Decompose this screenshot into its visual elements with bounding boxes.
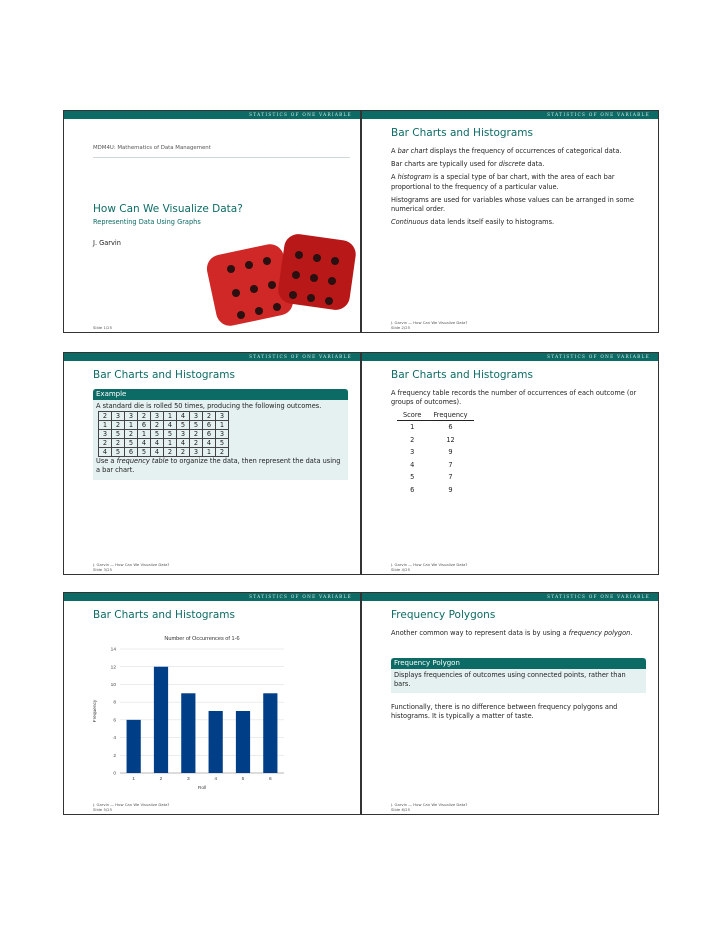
slide-header: STATISTICS OF ONE VARIABLE bbox=[64, 593, 360, 601]
roll-cell: 5 bbox=[190, 421, 203, 430]
roll-cell: 4 bbox=[203, 439, 216, 448]
x-tick-label: 5 bbox=[241, 777, 245, 782]
divider bbox=[93, 157, 350, 158]
slide-header: STATISTICS OF ONE VARIABLE bbox=[64, 111, 360, 119]
paragraph: Histograms are used for variables whose values can be arranged in some numerical order. bbox=[391, 195, 634, 214]
score-cell: 4 bbox=[410, 460, 415, 469]
frequency-cell: 12 bbox=[446, 435, 455, 444]
bar-5 bbox=[236, 711, 250, 773]
y-tick-label: 14 bbox=[110, 647, 116, 653]
bar-3 bbox=[181, 693, 195, 773]
roll-cell: 1 bbox=[164, 439, 177, 448]
score-cell: 2 bbox=[410, 435, 415, 444]
roll-cell: 2 bbox=[216, 448, 229, 457]
slide-footer bbox=[391, 802, 467, 812]
roll-cell: 4 bbox=[151, 448, 164, 457]
y-axis-label: Frequency bbox=[93, 699, 98, 723]
roll-cell: 2 bbox=[190, 439, 203, 448]
roll-cell: 2 bbox=[125, 430, 138, 439]
slide-body bbox=[391, 629, 648, 642]
slide-body-2 bbox=[391, 703, 648, 725]
paragraph: Functionally, there is no difference between frequency polygons and histograms. It is typically a matter of taste. bbox=[391, 703, 618, 721]
bar-6 bbox=[263, 693, 277, 773]
column-header-frequency: Frequency bbox=[427, 411, 473, 421]
roll-cell: 3 bbox=[190, 448, 203, 457]
rolls-row bbox=[99, 412, 229, 421]
roll-cell: 6 bbox=[203, 421, 216, 430]
frequency-cell: 9 bbox=[448, 448, 453, 457]
slide-number: Slide 5/25 bbox=[93, 807, 112, 812]
rolls-row bbox=[99, 430, 229, 439]
paragraph: A frequency table records the number of occurrences of each outcome (or groups of outcomes). bbox=[391, 389, 637, 407]
slide-number: Slide 6/25 bbox=[391, 807, 410, 812]
course-name: MDM4U: Mathematics of Data Management bbox=[93, 145, 211, 151]
slide-footer bbox=[391, 320, 467, 330]
paragraph: Continuous data lends itself easily to histograms. bbox=[391, 218, 555, 227]
roll-cell: 4 bbox=[138, 439, 151, 448]
roll-cell: 5 bbox=[138, 448, 151, 457]
bar-2 bbox=[154, 667, 168, 773]
slide-header: STATISTICS OF ONE VARIABLE bbox=[64, 353, 360, 361]
roll-cell: 3 bbox=[99, 430, 112, 439]
roll-cell: 3 bbox=[177, 430, 190, 439]
dice-image bbox=[199, 231, 361, 333]
table-row bbox=[397, 471, 474, 484]
block-body bbox=[93, 400, 348, 480]
roll-cell: 5 bbox=[177, 421, 190, 430]
roll-cell: 2 bbox=[151, 421, 164, 430]
frequency-cell: 7 bbox=[448, 473, 453, 482]
table-row bbox=[397, 434, 474, 447]
roll-cell: 2 bbox=[112, 439, 125, 448]
table-row bbox=[397, 484, 474, 497]
rolls-table bbox=[98, 411, 229, 457]
roll-cell: 1 bbox=[203, 448, 216, 457]
slide-4 bbox=[361, 352, 659, 575]
score-cell: 1 bbox=[410, 423, 415, 432]
roll-cell: 2 bbox=[190, 430, 203, 439]
table-row bbox=[397, 459, 474, 472]
slide-body bbox=[391, 147, 648, 231]
example-outro: Use a frequency table to organize the data, then represent the data using a bar chart. bbox=[96, 457, 341, 475]
roll-cell: 1 bbox=[125, 421, 138, 430]
roll-cell: 3 bbox=[151, 412, 164, 421]
slide-header: STATISTICS OF ONE VARIABLE bbox=[362, 593, 658, 601]
roll-cell: 5 bbox=[112, 448, 125, 457]
table-row bbox=[397, 446, 474, 459]
slide-footer bbox=[93, 802, 169, 812]
slide-title: Frequency Polygons bbox=[391, 609, 496, 621]
footer-line: J. Garvin — How Can We Visualize Data? bbox=[391, 320, 468, 325]
roll-cell: 2 bbox=[99, 412, 112, 421]
roll-cell: 5 bbox=[112, 430, 125, 439]
roll-cell: 5 bbox=[125, 439, 138, 448]
bar-chart bbox=[84, 631, 294, 799]
roll-cell: 1 bbox=[164, 412, 177, 421]
slide-3 bbox=[63, 352, 361, 575]
roll-cell: 6 bbox=[203, 430, 216, 439]
roll-cell: 1 bbox=[99, 421, 112, 430]
definition-block bbox=[391, 658, 646, 693]
rolls-row bbox=[99, 421, 229, 430]
block-body: Displays frequencies of outcomes using connected points, rather than bars. bbox=[394, 671, 626, 689]
frequency-cell: 7 bbox=[448, 460, 453, 469]
y-tick-label: 2 bbox=[113, 753, 116, 759]
roll-cell: 2 bbox=[177, 448, 190, 457]
roll-cell: 4 bbox=[151, 439, 164, 448]
y-tick-label: 12 bbox=[110, 665, 116, 671]
x-tick-label: 3 bbox=[186, 777, 190, 782]
slide-5 bbox=[63, 592, 361, 815]
footer-line: J. Garvin — How Can We Visualize Data? bbox=[391, 562, 468, 567]
roll-cell: 5 bbox=[164, 430, 177, 439]
frequency-cell: 6 bbox=[448, 423, 453, 432]
roll-cell: 3 bbox=[125, 412, 138, 421]
y-tick-label: 8 bbox=[113, 700, 116, 706]
rolls-row bbox=[99, 439, 229, 448]
footer-line: J. Garvin — How Can We Visualize Data? bbox=[93, 802, 170, 807]
slide-1 bbox=[63, 110, 361, 333]
score-cell: 6 bbox=[410, 485, 415, 494]
chart-title: Number of Occurrences of 1-6 bbox=[164, 636, 240, 642]
example-intro: A standard die is rolled 50 times, producing the following outcomes. bbox=[96, 402, 322, 410]
bar-1 bbox=[127, 720, 141, 773]
presentation-title: How Can We Visualize Data? bbox=[93, 203, 243, 215]
paragraph: A bar chart displays the frequency of occurrences of categorical data. bbox=[391, 147, 622, 155]
slide-6 bbox=[361, 592, 659, 815]
roll-cell: 4 bbox=[177, 412, 190, 421]
slide-title: Bar Charts and Histograms bbox=[93, 369, 235, 381]
y-tick-label: 4 bbox=[113, 736, 116, 742]
slide-footer bbox=[93, 562, 169, 572]
paragraph: Another common way to represent data is by using a frequency polygon. bbox=[391, 629, 633, 637]
roll-cell: 4 bbox=[99, 448, 112, 457]
footer-line: J. Garvin — How Can We Visualize Data? bbox=[391, 802, 468, 807]
block-title: Example bbox=[93, 389, 348, 400]
x-tick-label: 4 bbox=[214, 777, 218, 782]
slide-footer bbox=[93, 325, 112, 330]
slide-title: Bar Charts and Histograms bbox=[93, 609, 235, 621]
score-cell: 5 bbox=[410, 473, 415, 482]
roll-cell: 5 bbox=[151, 430, 164, 439]
y-tick-label: 0 bbox=[113, 771, 116, 777]
block-title: Frequency Polygon bbox=[391, 658, 646, 669]
roll-cell: 2 bbox=[164, 448, 177, 457]
presentation-subtitle: Representing Data Using Graphs bbox=[93, 218, 201, 226]
roll-cell: 3 bbox=[216, 412, 229, 421]
slide-number: Slide 2/25 bbox=[391, 325, 410, 330]
paragraph: A histogram is a special type of bar chart, with the area of each bar proportional to the frequency of a particular value. bbox=[391, 173, 615, 191]
slide-title: Bar Charts and Histograms bbox=[391, 127, 533, 139]
roll-cell: 4 bbox=[164, 421, 177, 430]
slide-2 bbox=[361, 110, 659, 333]
roll-cell: 1 bbox=[216, 421, 229, 430]
footer-line: J. Garvin — How Can We Visualize Data? bbox=[93, 562, 170, 567]
bar-4 bbox=[209, 711, 223, 773]
score-cell: 3 bbox=[410, 448, 415, 457]
roll-cell: 2 bbox=[138, 412, 151, 421]
slide-title: Bar Charts and Histograms bbox=[391, 369, 533, 381]
roll-cell: 4 bbox=[177, 439, 190, 448]
roll-cell: 3 bbox=[216, 430, 229, 439]
roll-cell: 2 bbox=[112, 421, 125, 430]
slide-header: STATISTICS OF ONE VARIABLE bbox=[362, 353, 658, 361]
column-header-score: Score bbox=[397, 411, 427, 421]
x-tick-label: 6 bbox=[268, 777, 272, 782]
frequency-cell: 9 bbox=[448, 485, 453, 494]
frequency-table bbox=[397, 411, 474, 496]
y-tick-label: 10 bbox=[110, 683, 116, 689]
roll-cell: 5 bbox=[216, 439, 229, 448]
roll-cell: 6 bbox=[138, 421, 151, 430]
y-tick-label: 6 bbox=[113, 718, 116, 724]
rolls-row bbox=[99, 448, 229, 457]
slide-header: STATISTICS OF ONE VARIABLE bbox=[362, 111, 658, 119]
roll-cell: 2 bbox=[203, 412, 216, 421]
roll-cell: 6 bbox=[125, 448, 138, 457]
slide-number: Slide 1/25 bbox=[93, 325, 112, 330]
x-axis-label: Roll bbox=[197, 786, 207, 791]
roll-cell: 1 bbox=[138, 430, 151, 439]
table-row bbox=[397, 421, 474, 434]
x-tick-label: 2 bbox=[159, 777, 163, 782]
roll-cell: 2 bbox=[99, 439, 112, 448]
x-tick-label: 1 bbox=[132, 777, 136, 782]
slide-number: Slide 3/25 bbox=[93, 567, 112, 572]
example-block bbox=[93, 389, 348, 480]
slide-number: Slide 4/25 bbox=[391, 567, 410, 572]
roll-cell: 3 bbox=[112, 412, 125, 421]
author: J. Garvin bbox=[93, 239, 121, 247]
roll-cell: 3 bbox=[190, 412, 203, 421]
slide-body bbox=[391, 389, 648, 496]
slide-footer bbox=[391, 562, 467, 572]
paragraph: Bar charts are typically used for discrete data. bbox=[391, 160, 545, 169]
